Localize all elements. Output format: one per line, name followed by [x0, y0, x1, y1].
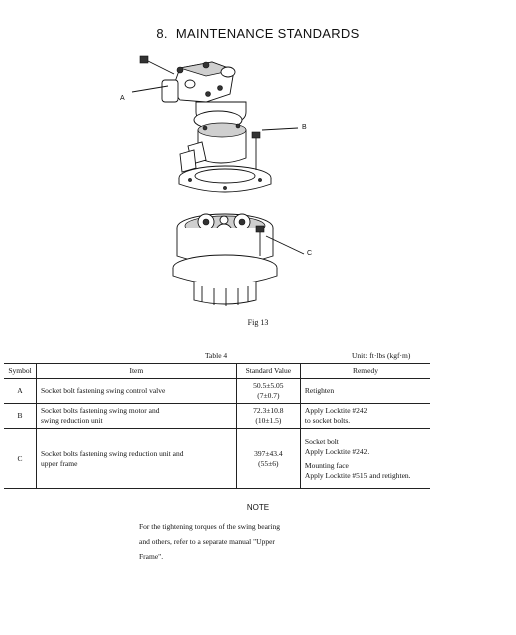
reduction-housing	[173, 255, 277, 306]
item-line: Socket bolt fastening swing control valve	[40, 386, 166, 395]
callout-b-leader	[262, 128, 298, 130]
cell-item	[36, 379, 236, 404]
figure-caption: Fig 13	[247, 318, 269, 327]
cell-remedy	[300, 404, 430, 429]
section-heading	[0, 26, 516, 41]
callout-a: A	[120, 95, 125, 102]
table-row	[4, 379, 430, 404]
value-line: (10±1.5)	[255, 416, 282, 425]
remedy-line: Mounting face	[304, 460, 349, 470]
header-remedy: Remedy	[300, 364, 430, 379]
cell-symbol: B	[4, 404, 36, 429]
cell-standard-value	[236, 429, 300, 489]
remedy-line: Apply Locktite #515 and retighten.	[304, 470, 411, 480]
value-line: 397±43.4	[254, 448, 283, 458]
note-title: NOTE	[246, 503, 270, 512]
item-line: Socket bolts fastening swing reduction unit and	[40, 448, 184, 458]
item-line: swing reduction unit	[40, 416, 103, 425]
section-number: 8.	[156, 26, 168, 41]
value-line: (55±6)	[258, 458, 279, 468]
callout-b: B	[302, 124, 307, 131]
maintenance-standards-table	[4, 363, 430, 489]
cell-standard-value	[236, 404, 300, 429]
cell-item	[36, 429, 236, 489]
remedy-line: Apply Locktite #242	[304, 406, 368, 415]
item-line: upper frame	[40, 458, 78, 468]
unit-label: Unit: ft·lbs (kgf·m)	[352, 351, 411, 360]
cell-standard-value	[236, 379, 300, 404]
cell-symbol: C	[4, 429, 36, 489]
cell-remedy	[300, 429, 430, 489]
note-line: Frame".	[139, 552, 164, 561]
header-symbol: Symbol	[4, 364, 36, 379]
note-line: and others, refer to a separate manual "Upper	[139, 537, 275, 546]
item-line: Socket bolts fastening swing motor and	[40, 406, 160, 415]
note-line: For the tightening torques of the swing bearing	[139, 522, 281, 531]
remedy-line: Retighten	[304, 386, 335, 395]
cell-symbol: A	[4, 379, 36, 404]
header-standard-value: Standard Value	[236, 364, 300, 379]
swing-control-valve	[140, 56, 235, 102]
note-body	[139, 519, 329, 564]
swing-unit-illustration	[110, 50, 320, 310]
table-row	[4, 404, 430, 429]
callout-c: C	[307, 250, 313, 257]
swing-motor	[180, 102, 246, 172]
remedy-line: to socket bolts.	[304, 416, 351, 425]
table-header-row	[4, 364, 430, 379]
value-line: 50.5±5.05	[253, 381, 284, 390]
table-caption: Table 4	[205, 351, 228, 360]
table-row	[4, 429, 430, 489]
value-line: 72.3±10.8	[253, 406, 284, 415]
remedy-line: Socket bolt	[304, 436, 339, 446]
cell-remedy	[300, 379, 430, 404]
cell-item	[36, 404, 236, 429]
header-item: Item	[36, 364, 236, 379]
value-line: (7±0.7)	[257, 391, 280, 400]
section-title: MAINTENANCE STANDARDS	[175, 26, 360, 41]
remedy-line: Apply Locktite #242.	[304, 446, 370, 456]
